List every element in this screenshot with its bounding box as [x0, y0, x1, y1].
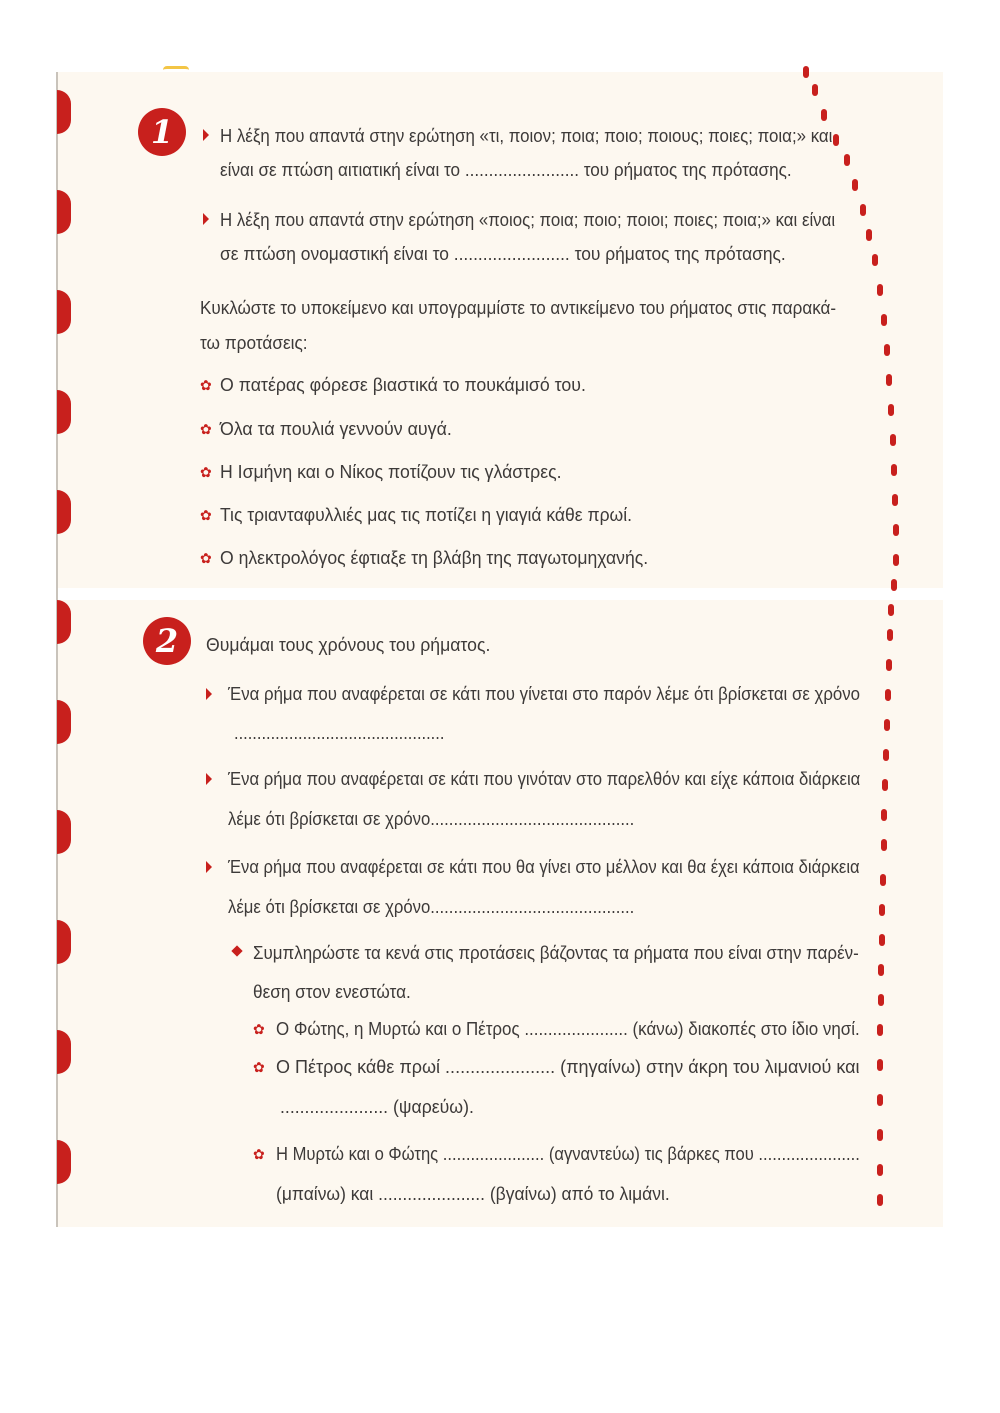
curve-dot [878, 994, 884, 1006]
curve-dot [888, 404, 894, 416]
curve-dot [881, 809, 887, 821]
question-2-line-1: Η λέξη που απαντά στην ερώτηση «ποιος; ποια; ποιο; ποιοι; ποιες; ποια;» και είναι [220, 209, 836, 230]
curve-dot [892, 494, 898, 506]
curve-dot [877, 1129, 883, 1141]
curve-dot [887, 629, 893, 641]
flower-icon: ✿ [253, 1021, 265, 1037]
curve-dot [884, 719, 890, 731]
curve-dot [886, 659, 892, 671]
flower-icon: ✿ [253, 1146, 265, 1162]
flower-icon: ✿ [253, 1059, 265, 1075]
curve-dot [879, 904, 885, 916]
exercise-number-badge: 2 [143, 617, 191, 665]
section-2-title: Θυμάμαι τους χρόνους του ρήματος. [206, 634, 491, 655]
exercise-sentence-1: Ο Φώτης, η Μυρτώ και ο Πέτρος ...................... (κάνω) διακοπές στο ίδιο νησί. [276, 1018, 860, 1039]
fill-instruction-line-1: Συμπληρώστε τα κενά στις προτάσεις βάζοντας τα ρήματα που είναι στην παρέν- [253, 942, 859, 963]
curve-dot [812, 84, 818, 96]
curve-dot [880, 874, 886, 886]
future-tense-line-1: Ένα ρήμα που αναφέρεται σε κάτι που θα γίνει στο μέλλον και θα έχει κάποια διάρκεια [228, 856, 860, 877]
triangle-bullet-icon [206, 773, 212, 785]
sentence-5: Ο ηλεκτρολόγος έφτιαξε τη βλάβη της παγωτομηχανής. [220, 547, 649, 568]
flower-icon: ✿ [200, 377, 212, 393]
curve-dot [891, 579, 897, 591]
curve-dot [852, 179, 858, 191]
flower-icon: ✿ [200, 507, 212, 523]
curve-dot [893, 554, 899, 566]
curve-dot [885, 689, 891, 701]
exercise-sentence-3-line-2: (μπαίνω) και ...................... (βγαίνω) από το λιμάνι. [276, 1183, 670, 1204]
exercise-number-badge: 1 [138, 108, 186, 156]
question-2-line-2: σε πτώση ονομαστική είναι το ........................ του ρήματος της πρότασης. [220, 243, 786, 264]
panel-divider [57, 588, 943, 600]
curve-dot [881, 314, 887, 326]
past-tense-line-1: Ένα ρήμα που αναφέρεται σε κάτι που γινόταν στο παρελθόν και είχε κάποια διάρκεια [228, 768, 861, 789]
curve-dot [803, 66, 809, 78]
triangle-bullet-icon [203, 129, 209, 141]
curve-dot [833, 134, 839, 146]
curve-dot [883, 749, 889, 761]
exercise-sentence-3-line-1: Η Μυρτώ και ο Φώτης ...................... (αγναντεύω) τις βάρκες που ...................... [276, 1143, 860, 1164]
curve-dot [877, 1164, 883, 1176]
curve-dot [879, 934, 885, 946]
curve-dot [844, 154, 850, 166]
past-tense-line-2: λέμε ότι βρίσκεται σε χρόνο............................................ [228, 808, 635, 829]
sentence-4: Τις τριανταφυλλιές μας τις ποτίζει η γιαγιά κάθε πρωί. [220, 504, 632, 525]
instruction-line-1: Κυκλώστε το υποκείμενο και υπογραμμίστε το αντικείμενο του ρήματος στις παρακά- [200, 297, 837, 318]
curve-dot [877, 1094, 883, 1106]
curve-dot [882, 779, 888, 791]
curve-dot [872, 254, 878, 266]
question-1-line-1: Η λέξη που απαντά στην ερώτηση «τι, ποιον; ποια; ποιο; ποιους; ποιες; ποια;» και [220, 125, 833, 146]
sentence-1: Ο πατέρας φόρεσε βιαστικά το πουκάμισό του. [220, 374, 586, 395]
flower-icon: ✿ [200, 421, 212, 437]
curve-dot [893, 524, 899, 536]
sentence-2: Όλα τα πουλιά γεννούν αυγά. [220, 418, 452, 439]
curve-dot [866, 229, 872, 241]
sentence-3: Η Ισμήνη και ο Νίκος ποτίζουν τις γλάστρες. [220, 461, 562, 482]
curve-dot [888, 604, 894, 616]
triangle-bullet-icon [203, 213, 209, 225]
decorative-swash-icon [163, 66, 189, 77]
curve-dot [881, 839, 887, 851]
curve-dot [884, 344, 890, 356]
exercise-sentence-2-line-1: Ο Πέτρος κάθε πρωί ...................... (πηγαίνω) στην άκρη του λιμανιού και [276, 1056, 860, 1077]
curve-dot [886, 374, 892, 386]
flower-icon: ✿ [200, 550, 212, 566]
flower-icon: ✿ [200, 464, 212, 480]
exercise-sentence-2-line-2: ...................... (ψαρεύω). [280, 1096, 474, 1117]
future-tense-line-2: λέμε ότι βρίσκεται σε χρόνο............................................ [228, 896, 635, 917]
fill-instruction-line-2: θεση στον ενεστώτα. [253, 981, 411, 1002]
curve-dot [821, 109, 827, 121]
triangle-bullet-icon [206, 861, 212, 873]
curve-dot [877, 1024, 883, 1036]
curve-dot [890, 434, 896, 446]
curve-dot [877, 1194, 883, 1206]
instruction-line-2: τω προτάσεις: [200, 332, 308, 353]
present-tense-line-2: .............................................. [234, 722, 445, 743]
present-tense-line-1: Ένα ρήμα που αναφέρεται σε κάτι που γίνεται στο παρόν λέμε ότι βρίσκεται σε χρόνο [228, 683, 861, 704]
curve-dot [878, 964, 884, 976]
curve-dot [877, 284, 883, 296]
triangle-bullet-icon [206, 688, 212, 700]
curve-dot [891, 464, 897, 476]
question-1-line-2: είναι σε πτώση αιτιατική είναι το ........................ του ρήματος της πρότασης. [220, 159, 792, 180]
curve-dot [860, 204, 866, 216]
curve-dot [877, 1059, 883, 1071]
